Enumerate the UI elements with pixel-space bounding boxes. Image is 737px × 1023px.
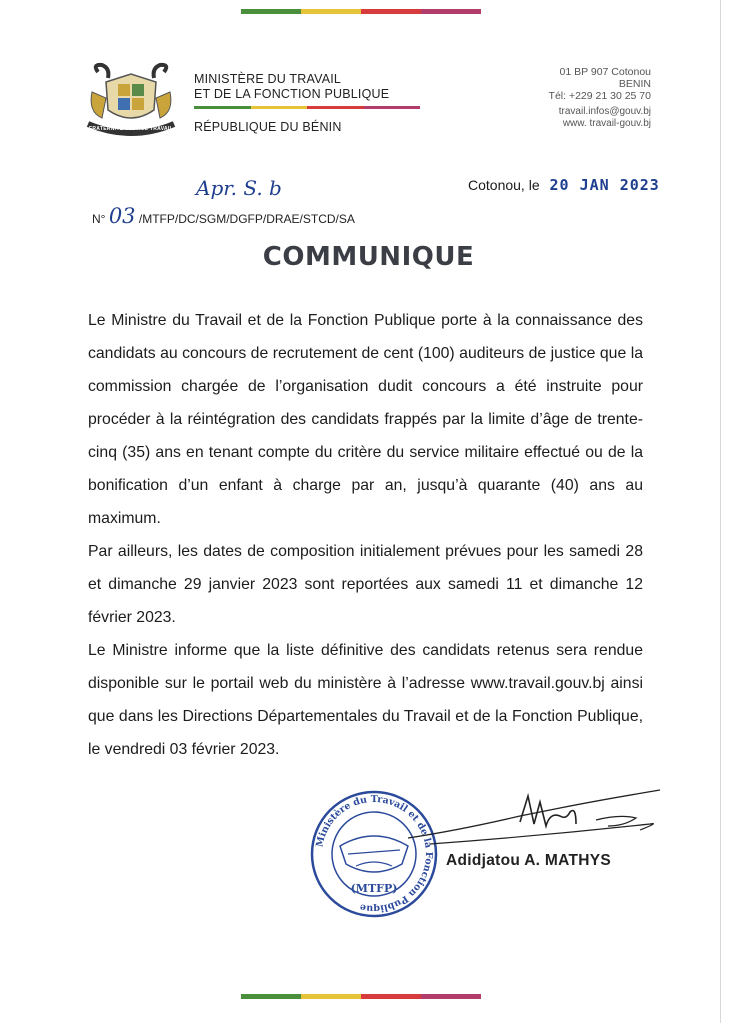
stripe-yellow	[301, 9, 361, 14]
date-line	[468, 176, 660, 194]
paragraph-3: Le Ministre informe que la liste définitive des candidats retenus sera rendue disponible sur le portail web du ministère à l’adresse www.travail.gouv.bj ainsi que dans les Directions Départementales du Travail et de la Fonction Publique, le vendredi 03 février 2023.	[88, 642, 643, 758]
paragraph-1: Le Ministre du Travail et de la Fonction Publique porte à la connaissance des candidats au concours de recrutement de cent (100) auditeurs de justice que la commission chargée de l’organisation dudit concours a été instruite pour procéder à la réintégration des candidats frappés par la limite d’âge de trente-cinq (35) ans en tenant compte du critère du service militaire effectué ou de la bonification d’un enfant à charge par an, jusqu’à quarante (40) ans au maximum.	[88, 312, 643, 527]
date-stamp: 20 JAN 2023	[549, 176, 660, 194]
stamp-ring-textpath: Ministère du Travail et de la Fonction Publique	[314, 793, 435, 915]
ministry-name	[194, 72, 389, 102]
reference-prefix: N°	[92, 212, 106, 226]
header-stripe-yellow	[251, 106, 308, 109]
header-color-stripe	[194, 106, 420, 109]
bottom-stripe-green	[241, 994, 301, 999]
paragraph-2: Par ailleurs, les dates de composition initialement prévues pour les samedi 28 et dimanche 29 janvier 2023 sont reportées aux samedi 11 et dimanche 12 février 2023.	[88, 543, 643, 626]
contact-country: BENIN	[618, 78, 651, 90]
bottom-stripe-red	[361, 994, 421, 999]
bottom-stripe-yellow	[301, 994, 361, 999]
page-title: COMMUNIQUE	[262, 242, 475, 272]
page-edge	[720, 0, 721, 1023]
country-name: RÉPUBLIQUE DU BÉNIN	[194, 120, 342, 134]
stripe-red	[361, 9, 421, 14]
handwritten-signature	[400, 786, 670, 856]
ministry-name-line1: MINISTÈRE DU TRAVAIL	[194, 72, 342, 86]
reference-number: 03	[108, 204, 136, 228]
contact-block	[549, 66, 651, 130]
bottom-stripe-magenta	[421, 994, 481, 999]
header-stripe-green	[194, 106, 251, 109]
contact-address: 01 BP 907 Cotonou	[559, 66, 651, 78]
header-stripe-magenta	[364, 106, 421, 109]
date-prefix: Cotonou, le	[468, 177, 540, 193]
stripe-green	[241, 9, 301, 14]
bottom-color-stripe	[241, 994, 481, 999]
reference-line	[92, 204, 355, 228]
stripe-magenta	[421, 9, 481, 14]
top-color-stripe	[241, 9, 481, 14]
reference-suffix: /MTFP/DC/SGM/DGFP/DRAE/STCD/SA	[138, 212, 355, 226]
ministry-name-line2: ET DE LA FONCTION PUBLIQUE	[194, 87, 390, 101]
contact-phone: Tél: +229 21 30 25 70	[548, 90, 651, 102]
stamp-abbrev: (MTFP)	[350, 882, 398, 895]
handwritten-note: Apr. S. b	[196, 176, 282, 200]
signatory-name: Adidjatou A. MATHYS	[446, 852, 611, 869]
header-stripe-red	[307, 106, 364, 109]
coat-of-arms-motto: FRATERNITÉ JUSTICE TRAVAIL	[89, 126, 173, 132]
contact-email: travail.infos@gouv.bj	[558, 106, 651, 117]
contact-web: www. travail-gouv.bj	[562, 118, 651, 129]
communique-body	[88, 304, 643, 766]
